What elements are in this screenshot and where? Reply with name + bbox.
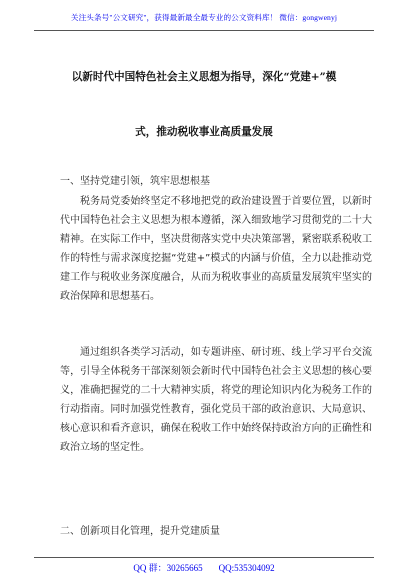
footer-divider xyxy=(34,557,374,558)
paragraph-2: 通过组织各类学习活动，如专题讲座、研讨班、线上学习平台交流等，引导全体税务干部深刻领会新时代中国特色社会主义思想的核心要义，准确把握党的二十大精神实质，将党的理论知识内化为税务工作的行动指南。同时加强党性教育，强化党员干部的政治意识、大局意识、核心意识和看齐意识，确保在税收工作中始终保持政治方向的正确性和政治立场的坚定性。 xyxy=(60,347,372,454)
section-1-heading: 一、坚持党建引领，筑牢思想根基 xyxy=(60,176,210,187)
document-title-line-2: 式，推动税收事业高质量发展 xyxy=(135,126,273,138)
paragraph-1: 税务局党委始终坚定不移地把党的政治建设置于首要位置，以新时代中国特色社会主义思想为根本遵循，深入细致地学习贯彻党的二十大精神。在实际工作中，坚决贯彻落实党中央决策部署，紧密联系税收工作的特性与需求深度挖掘“党建+”模式的内涵与价值，全力以赴推动党建工作与税收业务深度融合，从而为税收事业的高质量发展筑牢坚实的政治保障和思想基石。 xyxy=(60,196,372,303)
section-2-heading: 二、创新项目化管理，提升党建质量 xyxy=(60,526,220,537)
footer xyxy=(0,561,408,574)
document-title-line-1: 以新时代中国特色社会主义思想为指导，深化“党建+”模 xyxy=(71,71,337,83)
header-divider xyxy=(34,30,374,31)
footer-qq-group: QQ 群：30265665 xyxy=(133,563,203,573)
footer-qq: QQ:535304092 xyxy=(218,563,275,573)
top-banner: 关注头条号"公文研究"，获得最新最全最专业的公文资料库！ 微信：gongwenyj xyxy=(70,13,338,22)
